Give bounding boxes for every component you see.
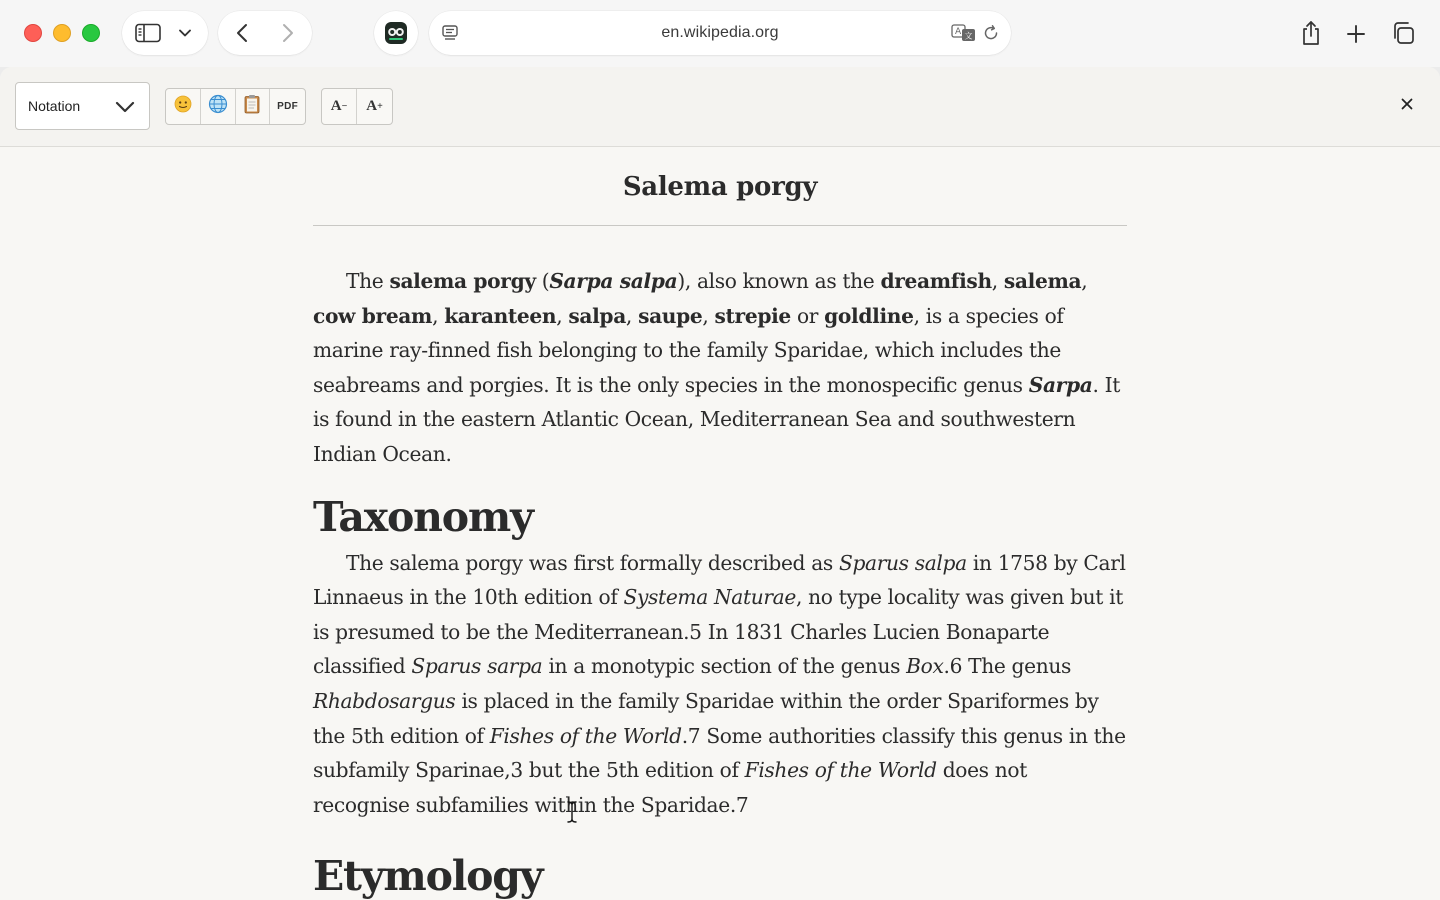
window-minimize-button[interactable] [53,24,71,42]
extension-owl-icon [384,21,408,45]
svg-text:文: 文 [964,31,973,41]
font-decrease-label: A [330,98,342,114]
font-increase-sup: + [377,101,383,112]
back-icon[interactable] [230,21,254,45]
close-reader-button[interactable] [1398,97,1416,115]
new-tab-icon[interactable] [1344,22,1368,46]
address-bar[interactable] [429,11,1011,55]
navigation-group [218,11,312,55]
extension-button[interactable] [374,11,418,55]
share-icon[interactable] [1298,19,1324,47]
url-text[interactable]: en.wikipedia.org [661,24,779,41]
pdf-label: PDF [277,101,299,112]
translate-icon[interactable] [951,23,977,43]
clipboard-button[interactable] [236,89,271,124]
taxonomy-heading: Taxonomy [313,492,533,541]
tab-overview-icon[interactable] [1390,20,1416,46]
font-increase-button[interactable] [357,89,392,124]
svg-text:A: A [955,27,962,37]
etymology-heading: Etymology [313,852,543,900]
font-increase-label: A [366,98,378,114]
sidebar-toggle-group [122,11,208,55]
intro-paragraph: The salema porgy (Sarpa salpa), also known as the dreamfish, salema, cow bream, karanteen, salpa, saupe, strepie or goldline, is a species of marine ray-finned fish belonging to the family Sparidae, which includes the seabreams and porgies. It is the only species in the monospecific genus Sarpa. It is found in the eastern Atlantic Ocean, Mediterranean Sea and southwestern Indian Ocean. [313,269,1120,466]
notation-select-label: Notation [28,98,81,114]
reload-icon[interactable] [981,24,1001,42]
reader-view [0,67,1440,900]
text-cursor-icon [566,800,578,829]
article-title: Salema porgy [313,147,1127,226]
window-zoom-button[interactable] [82,24,100,42]
article [313,147,1127,900]
font-decrease-sup: − [341,101,348,112]
sidebar-icon[interactable] [134,22,162,44]
translate-page-button[interactable] [201,89,236,124]
window-close-button[interactable] [24,24,42,42]
font-decrease-button[interactable] [322,89,357,124]
clipboard-icon [243,94,261,119]
reader-toolbar [0,67,1440,147]
chevron-down-icon[interactable] [176,25,194,41]
pdf-button[interactable] [270,89,305,124]
font-size-group [321,88,393,125]
globe-icon [208,94,228,119]
emoji-icon [174,95,192,118]
forward-icon[interactable] [276,21,300,45]
taxonomy-paragraph: The salema porgy was first formally described as Sparus salpa in 1758 by Carl Linnaeus in the 10th edition of Systema Naturae, no type locality was given but it is presumed to be the Mediterranean.5 In 1831 Charles Lucien Bonaparte classified Sparus sarpa in a monotypic section of the genus Box.6 The genus Rhabdosargus is placed in the family Sparidae within the order Spariformes by the 5th edition of Fishes of the World.7 Some authorities classify this genus in the subfamily Sparinae,3 but the 5th edition of Fishes of the World does not recognise subfamilies within the Sparidae.7 [313,550,1126,817]
browser-toolbar [0,0,1440,67]
emoji-button[interactable] [166,89,201,124]
notation-select[interactable] [15,82,150,130]
close-icon [1401,97,1413,115]
chevron-down-icon [115,97,135,120]
reader-actions-group [165,88,306,125]
